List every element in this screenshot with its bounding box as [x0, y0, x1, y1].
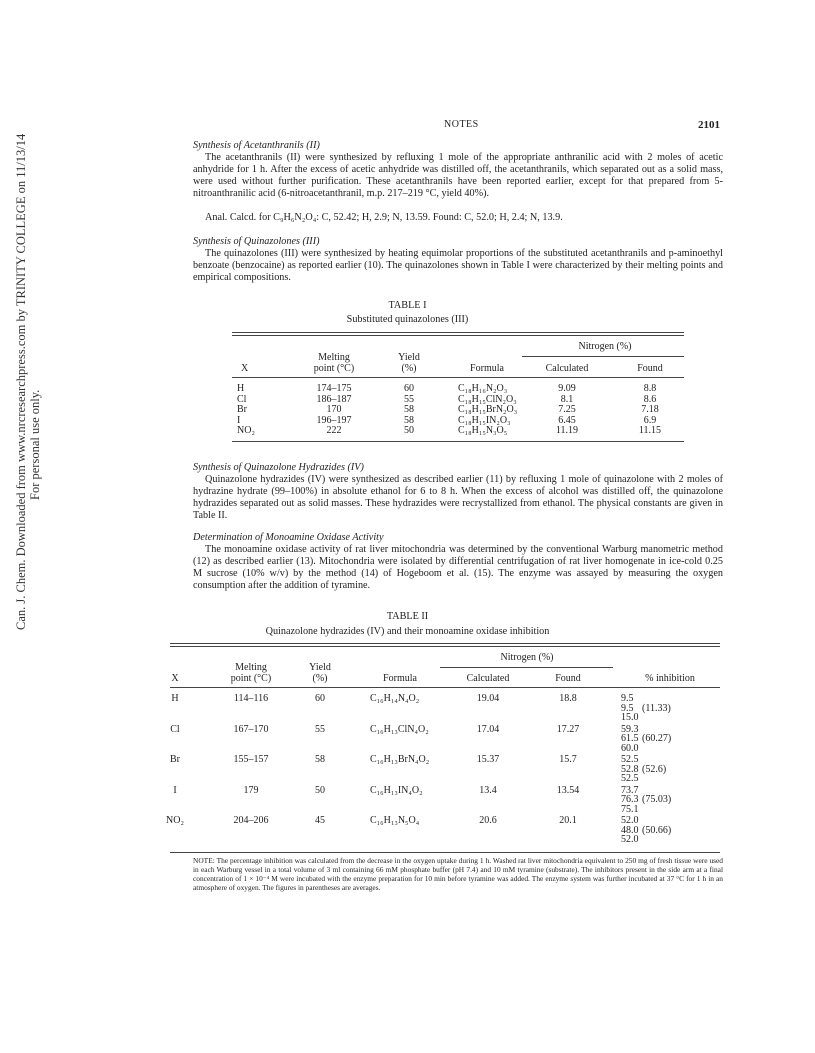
table1-header-formula: Formula [470, 363, 504, 374]
table2-cell-yield: 60 [315, 693, 325, 704]
table2-cell-calculated: 20.6 [479, 815, 497, 826]
table1-cell-x: H [237, 383, 245, 394]
table2-header-yield-2: (%) [312, 673, 328, 684]
table2-header-melting-2: point (°C) [230, 673, 272, 684]
table2-cell-inhibition: 9.5 [621, 693, 634, 704]
table2-nitrogen-rule [440, 667, 613, 668]
table1-cell-melting: 186–187 [316, 393, 352, 405]
table2-label: TABLE II [386, 611, 429, 622]
table1-top-rule [232, 332, 684, 333]
table2-cell-melting: 204–206 [233, 815, 269, 826]
table2-cell-calculated: 17.04 [476, 723, 500, 735]
table2-header-found: Found [555, 673, 581, 684]
table2-cell-inhibition: 61.5 [621, 733, 639, 745]
section-body-acetanthranils: The acetanthranils (II) were synthesized by refluxing 1 mole of the appropriate anthranilic acid with 2 moles of acetic anhydride for 1 h. After the excess of acetic anhydride was distilled off, the acetanthranils, which separated out as a solid mass, were used without further purification. These acetanthranils have been reported earlier, except for that prepared from 5-nitroanthranilic acid (6-nitroacetanthranil, m.p. 217–219 °C, yield 40%). [193, 152, 723, 199]
table2-cell-calculated: 13.4 [479, 784, 497, 796]
table2-footnote: NOTE: The percentage inhibition was calculated from the decrease in the oxygen uptake during 1 h. Washed rat liver mitochondria equivalent to 250 mg of fresh tissue were used in each Warburg vessel in a total volume of 3 ml containing 66 mM phosphate buffer (pH 7.4) and 10 mM tyramine (substrate). The inhibitors present in the side arm at a final concentration of 1 × 10⁻⁴ M were incubated with the enzyme preparation for 10 min before tyramine was added. The enzyme system was further incubated at 37 °C for 1 h in an atmosphere of oxygen. The figures in parentheses are averages. [193, 856, 723, 892]
table1-label: TABLE I [388, 300, 427, 311]
table2-header-nitrogen: Nitrogen (%) [500, 652, 554, 663]
table1-caption: Substituted quinazolones (III) [346, 314, 469, 325]
table2-cell-melting: 155–157 [233, 754, 269, 765]
table2-header-x: X [171, 673, 179, 684]
table1-cell-x: Br [237, 404, 247, 415]
section-body-quinazolones: The quinazolones (III) were synthesized by heating equimolar proportions of the substituted acetanthranils and p-aminoethyl benzoate (benzocaine) as reported earlier (10). The quinazolones shown in Table I were characterized by their melting points and empirical compositions. [193, 248, 723, 283]
table2-header-melting: Melting [235, 662, 267, 673]
table1-cell-found: 6.9 [643, 414, 657, 426]
table2-cell-yield: 58 [315, 754, 325, 765]
table2-bottom-rule [170, 852, 720, 853]
table1-cell-formula: C₁₈H₁₅N₃O₅ [458, 425, 508, 436]
table1-cell-melting: 222 [326, 425, 342, 436]
table1-cell-calculated: 7.25 [558, 404, 576, 415]
table1-cell-calculated: 8.1 [560, 393, 574, 405]
table2-top-rule [170, 643, 720, 644]
table1-header-x: X [241, 363, 249, 374]
table2-cell-yield: 50 [315, 784, 325, 796]
table2-cell-inhibition: 52.0 [621, 815, 639, 826]
table2-cell-inhibition: 52.5 [621, 754, 639, 765]
table2-cell-melting: 179 [243, 784, 259, 796]
table2-top-rule-2 [170, 646, 720, 647]
table2-cell-formula: C₁₆H₁₃IN₄O₂ [370, 784, 423, 796]
table1-cell-formula: C₁₈H₁₅BrN₂O₃ [458, 404, 518, 415]
table2-cell-x: H [171, 693, 179, 704]
table2-cell-found: 20.1 [559, 815, 577, 826]
table1-cell-yield: 58 [404, 404, 414, 415]
table1-cell-found: 11.15 [638, 425, 662, 436]
table1-cell-melting: 196–197 [316, 414, 352, 426]
table2-cell-x: Br [170, 754, 180, 765]
table2-cell-x: NO₂ [166, 815, 184, 826]
table2-header-calculated: Calculated [466, 673, 510, 684]
table1-nitrogen-rule [522, 356, 684, 357]
table1-header-melting: Melting [318, 352, 350, 363]
section-title-quinazolones: Synthesis of Quinazolones (III) [193, 236, 320, 247]
table2-cell-average: (50.66) [642, 824, 672, 836]
watermark-line-1: Can. J. Chem. Downloaded from www.nrcresearchpress.com by TRINITY COLLEGE on 11/13/14 [14, 133, 28, 630]
table2-caption: Quinazolone hydrazides (IV) and their monoamine oxidase inhibition [265, 626, 550, 637]
table2-cell-average: (60.27) [642, 733, 672, 745]
table1-header-nitrogen: Nitrogen (%) [578, 341, 632, 352]
table2-cell-inhibition: 73.7 [621, 784, 639, 796]
section-title-mao: Determination of Monoamine Oxidase Activity [193, 532, 384, 543]
analysis-line: Anal. Calcd. for C₉H₆N₂O₄: C, 52.42; H, 2.9; N, 13.59. Found: C, 52.0; H, 2.4; N, 13.9. [205, 212, 563, 223]
table2-cell-found: 18.8 [559, 693, 577, 704]
table2-cell-average: (52.6) [642, 763, 667, 775]
table1-header-rule [232, 377, 684, 378]
table2-header-rule [170, 687, 720, 688]
table1-header-yield-2: (%) [401, 363, 417, 374]
table2-cell-inhibition: 75.1 [621, 803, 639, 815]
table2-cell-inhibition: 60.0 [621, 742, 639, 754]
section-body-hydrazides: Quinazolone hydrazides (IV) were synthesized as described earlier (11) by refluxing 1 mole of quinazolone with 2 moles of hydrazine hydrate (99–100%) in absolute ethanol for 6 to 8 h. When the excess of alcohol was distilled off, the quinazolone hydrazides separated out as solid masses. These hydrazides were recrystallized from ethanol. The physical constants are given in Table II. [193, 474, 723, 521]
table1-header-found: Found [637, 363, 663, 374]
download-watermark [14, 134, 42, 630]
table2-cell-found: 17.27 [556, 723, 580, 735]
table1-cell-calculated: 6.45 [558, 414, 576, 426]
table1-cell-formula: C₁₈H₁₅IN₂O₃ [458, 414, 511, 426]
table2-cell-inhibition: 52.5 [621, 773, 639, 785]
table1-cell-yield: 58 [404, 414, 414, 426]
table2-cell-average: (11.33) [642, 702, 671, 714]
section-title-acetanthranils: Synthesis of Acetanthranils (II) [193, 140, 320, 151]
table1-cell-melting: 170 [326, 404, 342, 415]
table1-header-yield: Yield [398, 352, 420, 363]
table2-cell-yield: 55 [315, 723, 325, 735]
table2-cell-melting: 167–170 [233, 723, 269, 735]
table2-cell-inhibition: 9.5 [621, 702, 634, 714]
watermark-line-2: For personal use only. [28, 389, 42, 500]
table1-cell-melting: 174–175 [316, 383, 352, 394]
table1-bottom-rule [232, 441, 684, 442]
table2-cell-found: 13.54 [556, 784, 580, 796]
table2-cell-calculated: 19.04 [476, 693, 500, 704]
table2-cell-inhibition: 52.8 [621, 763, 639, 775]
table2-cell-average: (75.03) [642, 794, 672, 806]
table2-header-yield: Yield [309, 662, 331, 673]
table1-cell-found: 8.8 [643, 383, 657, 394]
table1-cell-x: I [237, 414, 241, 426]
table2-cell-x: I [173, 784, 177, 796]
table2-cell-found: 15.7 [559, 754, 577, 765]
table2-header-formula: Formula [383, 673, 417, 684]
running-title: NOTES [444, 119, 479, 130]
table2-cell-inhibition: 59.3 [621, 723, 639, 735]
page-header [0, 119, 815, 133]
table2-header-inhibition: % inhibition [645, 673, 695, 684]
table1-cell-yield: 55 [404, 393, 414, 405]
table1-cell-yield: 50 [404, 425, 414, 436]
section-body-mao: The monoamine oxidase activity of rat liver mitochondria was determined by the conventional Warburg manometric method (12) as described earlier (13). Mitochondria were isolated by differential centrifugation of rat liver homogenate in ice-cold 0.25 M sucrose (10% w/v) by the method (14) of Hogeboom et al. (15). The enzyme was assayed by measuring the oxygen consumption after the addition of tyramine. [193, 544, 723, 591]
table2-cell-melting: 114–116 [233, 693, 269, 704]
table1-top-rule-2 [232, 335, 684, 336]
table2-cell-calculated: 15.37 [476, 754, 500, 765]
table1-header-calculated: Calculated [545, 363, 589, 374]
table2-cell-inhibition: 48.0 [621, 824, 639, 836]
table2-cell-formula: C₁₆H₁₃ClN₄O₂ [370, 723, 429, 735]
table2-cell-inhibition: 15.0 [621, 712, 639, 724]
table2-cell-x: Cl [170, 723, 180, 735]
table1-cell-x: NO₂ [237, 425, 255, 436]
table1-cell-yield: 60 [404, 383, 414, 394]
table1-cell-formula: C₁₈H₁₆N₂O₃ [458, 383, 508, 394]
table1-cell-x: Cl [237, 393, 247, 405]
table2-cell-formula: C₁₆H₁₃BrN₄O₂ [370, 754, 430, 765]
page-number: 2101 [698, 119, 720, 131]
section-title-hydrazides: Synthesis of Quinazolone Hydrazides (IV) [193, 462, 364, 473]
table1-cell-calculated: 9.09 [558, 383, 576, 394]
table2-cell-formula: C₁₆H₁₃N₅O₄ [370, 815, 420, 826]
table1-header-melting-2: point (°C) [313, 363, 355, 374]
table1-cell-found: 7.18 [641, 404, 659, 415]
table1-cell-formula: C₁₈H₁₅ClN₂O₃ [458, 393, 517, 405]
table2-cell-yield: 45 [315, 815, 325, 826]
table2-cell-inhibition: 76.3 [621, 794, 639, 806]
table1-cell-found: 8.6 [643, 393, 657, 405]
table2-cell-inhibition: 52.0 [621, 834, 639, 846]
table2-cell-formula: C₁₆H₁₄N₄O₂ [370, 693, 420, 704]
table1-cell-calculated: 11.19 [555, 425, 579, 436]
